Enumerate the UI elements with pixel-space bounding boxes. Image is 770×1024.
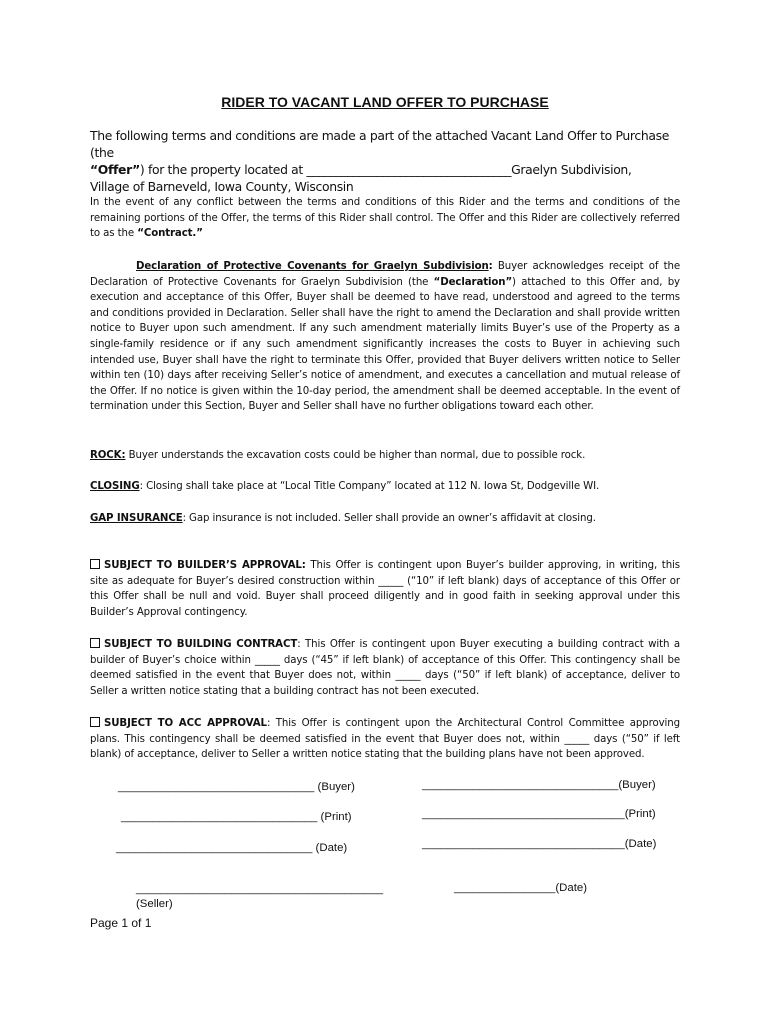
seller-signature-line[interactable]: _______________________________________ [136,883,384,895]
rock-text: Buyer understands the excavation costs could be higher than normal, due to possible rock. [125,450,586,461]
buyer-signature-line-left[interactable]: _______________________________ (Buyer) [118,781,355,793]
seller-date-line[interactable]: ________________(Date) [454,882,588,894]
intro-paragraph [90,127,680,195]
page-number: Page 1 of 1 [90,916,152,930]
intro-line-1: The following terms and conditions are made a part of the attached Vacant Land Offer to Purchase (the [90,128,669,160]
seller-label: (Seller) [136,898,173,910]
rock-heading: ROCK: [90,450,126,461]
closing-text: : Closing shall take place at “Local Title Company” located at 112 N. Iowa St, Dodgeville WI. [139,481,600,492]
gap-insurance-paragraph [90,511,680,527]
conflict-paragraph [90,195,680,242]
closing-paragraph [90,479,680,495]
acc-approval-paragraph [90,716,680,763]
acc-approval-text: : This Offer is contingent upon the Architectural Control Committee approving plans. This contingency shall be deemed satisfied in the event that Buyer does not, within _____ days (“50” if left blank) of acceptance, deliver to Seller a written notice stating that the building plans have not been approved. [90,718,680,761]
builder-approval-paragraph [90,558,680,620]
acc-approval-heading: SUBJECT TO ACC APPROVAL [104,718,267,729]
document-title: RIDER TO VACANT LAND OFFER TO PURCHASE [221,94,549,110]
building-contract-heading: SUBJECT TO BUILDING CONTRACT [104,639,298,650]
builder-approval-heading: SUBJECT TO BUILDER’S APPROVAL: [104,560,306,571]
gap-heading: GAP INSURANCE [90,513,183,524]
building-contract-text: : This Offer is contingent upon Buyer executing a building contract with a builder of Buyer’s choice within _____ days (“45” if left blank) of acceptance of this Offer. This contingency shall be deemed satisfied in the event that Buyer does not, within _____ days (“50” if left blank) of acceptance, deliver to Seller a written notice stating that a building contract has not been executed. [90,639,680,697]
offer-term: “Offer” [90,162,140,177]
declaration-heading: Declaration of Protective Covenants for Graelyn Subdivision [136,261,489,272]
closing-heading: CLOSING [90,481,140,492]
building-contract-paragraph [90,637,680,699]
building-contract-checkbox[interactable] [90,638,100,648]
contract-term: “Contract.” [137,228,203,240]
date-line-right[interactable]: ________________________________(Date) [422,838,657,850]
intro-line-2 [90,161,680,178]
intro-line-2-rest: ) for the property located at ___________________________________Graelyn Subdivision, [139,162,632,177]
rock-paragraph [90,448,680,464]
buyer-signature-line-right[interactable]: _______________________________(Buyer) [422,779,656,791]
declaration-colon: : [488,261,493,272]
declaration-text-a: Buyer acknowledges receipt of the Declaration of Protective Covenants for Graelyn Subdivision (the [90,261,680,288]
declaration-text-b: ) attached to this Offer and, by execution and acceptance of this Offer, Buyer shall be deemed to have read, understood and agreed to the terms and conditions provided in Declaration. Seller shall have the right to amend the Declaration and shall provide written notice to Buyer upon such amendment. If any such amendment materially limits Buyer’s use of the Property as a single-family residence or if any such amendment significantly increases the costs to Buyer in achieving such intended use, Buyer shall have the right to terminate this Offer, provided that Buyer delivers written notice to Seller within ten (10) days after receiving Seller’s notice of amendment, and executes a cancellation and mutual release of the Offer. If no notice is given within the 10-day period, the amendment shall be deemed acceptable. In the event of termination under this Section, Buyer and Seller shall have no further obligations toward each other. [90,276,680,413]
gap-text: : Gap insurance is not included. Seller shall provide an owner’s affidavit at closing. [182,513,596,524]
builder-approval-checkbox[interactable] [90,559,100,569]
print-line-left[interactable]: _______________________________ (Print) [121,811,352,823]
intro-line-3: Village of Barneveld, Iowa County, Wisconsin [90,179,354,194]
declaration-term: “Declaration” [433,276,513,288]
date-line-left[interactable]: _______________________________ (Date) [116,842,348,854]
conflict-text: In the event of any conflict between the terms and conditions of this Rider and the terms and conditions of the remaining portions of the Offer, the terms of this Rider shall control. The Offer and this Rider are collectively referred to as the [90,197,680,240]
print-line-right[interactable]: ________________________________(Print) [422,808,656,820]
builder-approval-text: This Offer is contingent upon Buyer’s builder approving, in writing, this site as adequate for Buyer’s desired construction within _____ (“10” if left blank) days of acceptance of this Offer or this Offer shall be null and void. Buyer shall proceed diligently and in good faith in seeking approval under this Builder’s Approval contingency. [90,560,680,618]
acc-approval-checkbox[interactable] [90,717,100,727]
declaration-paragraph [90,259,680,415]
